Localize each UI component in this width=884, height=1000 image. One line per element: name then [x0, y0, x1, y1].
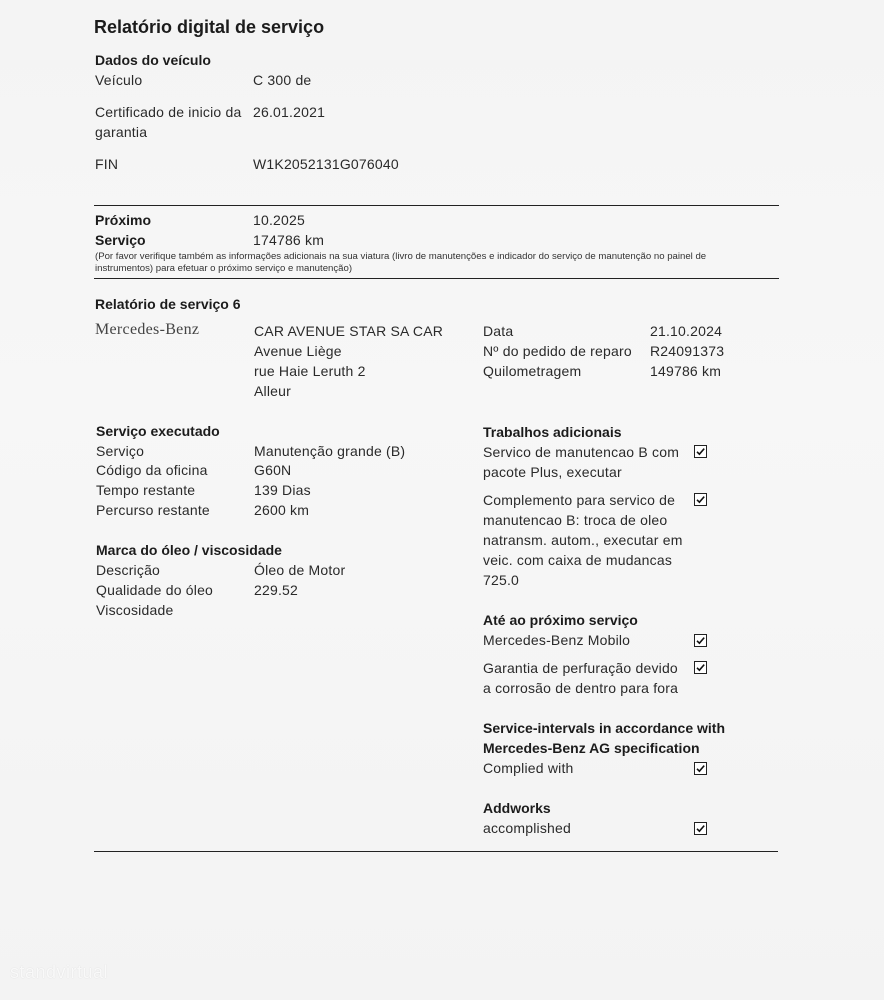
check-icon — [695, 823, 706, 834]
dealer-city: Alleur — [254, 383, 291, 399]
until-next-heading: Até ao próximo serviço — [483, 612, 638, 628]
brand-logo-text: Mercedes-Benz — [95, 321, 200, 338]
repair-order-value: R24091373 — [650, 343, 725, 359]
additional-item2-line1: Complemento para servico de — [483, 492, 676, 508]
workshop-code-value: G60N — [254, 462, 292, 478]
next-label-line2: Serviço — [95, 232, 146, 248]
oil-description-label: Descrição — [96, 562, 161, 578]
workshop-code-label: Código da oficina — [96, 462, 208, 478]
check-icon — [695, 635, 706, 646]
until-next-item2-line1: Garantia de perfuração devido — [483, 660, 678, 676]
oil-heading: Marca do óleo / viscosidade — [96, 542, 282, 558]
vehicle-heading: Dados do veículo — [95, 52, 211, 68]
additional-item1-line1: Servico de manutencao B com — [483, 444, 680, 460]
oil-quality-value: 229.52 — [254, 582, 299, 598]
fin-value: W1K2052131G076040 — [253, 156, 399, 172]
until-next-item2-checkbox — [694, 661, 707, 674]
distance-remaining-value: 2600 km — [254, 502, 310, 518]
addworks-item: accomplished — [483, 820, 571, 836]
additional-item1-line2: pacote Plus, executar — [483, 464, 622, 480]
additional-item2-line4: veic. com caixa de mudancas — [483, 552, 673, 568]
warranty-label-line2: garantia — [95, 124, 148, 140]
next-label-line1: Próximo — [95, 212, 152, 228]
additional-item1-checkbox — [694, 445, 707, 458]
next-date: 10.2025 — [253, 212, 306, 228]
page-title: Relatório digital de serviço — [94, 17, 325, 37]
additional-heading: Trabalhos adicionais — [483, 424, 622, 440]
next-km: 174786 km — [253, 232, 325, 248]
executed-heading: Serviço executado — [96, 423, 220, 439]
dealer-address-2: rue Haie Leruth 2 — [254, 363, 366, 379]
until-next-item1: Mercedes-Benz Mobilo — [483, 632, 631, 648]
divider-bottom — [94, 851, 778, 852]
time-remaining-value: 139 Dias — [254, 482, 311, 498]
service-value: Manutenção grande (B) — [254, 443, 406, 459]
oil-description-value: Óleo de Motor — [254, 562, 346, 578]
vehicle-label: Veículo — [95, 72, 143, 88]
fin-label: FIN — [95, 156, 119, 172]
additional-item2-line5: 725.0 — [483, 572, 520, 588]
intervals-checkbox — [694, 762, 707, 775]
divider-top — [94, 205, 779, 206]
oil-viscosity-label: Viscosidade — [96, 602, 174, 618]
report-date-label: Data — [483, 323, 514, 339]
divider-middle — [94, 278, 779, 279]
additional-item2-checkbox — [694, 493, 707, 506]
check-icon — [695, 446, 706, 457]
until-next-item2-line2: a corrosão de dentro para fora — [483, 680, 679, 696]
oil-quality-label: Qualidade do óleo — [96, 582, 214, 598]
intervals-heading-line1: Service-intervals in accordance with — [483, 720, 725, 736]
additional-item2-line2: manutencao B: troca de oleo — [483, 512, 668, 528]
mileage-label: Quilometragem — [483, 363, 582, 379]
distance-remaining-label: Percurso restante — [96, 502, 210, 518]
check-icon — [695, 494, 706, 505]
dealer-address-1: Avenue Liège — [254, 343, 342, 359]
report-date-value: 21.10.2024 — [650, 323, 723, 339]
next-note-line1: (Por favor verifique também as informações adicionais na sua viatura (livro de manutenções e indicador do serviço de manutenção no painel de — [95, 251, 707, 262]
vehicle-value: C 300 de — [253, 72, 312, 88]
addworks-checkbox — [694, 822, 707, 835]
until-next-item1-checkbox — [694, 634, 707, 647]
warranty-label-line1: Certificado de inicio da — [95, 104, 242, 120]
dealer-name: CAR AVENUE STAR SA CAR — [254, 323, 444, 339]
warranty-value: 26.01.2021 — [253, 104, 326, 120]
check-icon — [695, 662, 706, 673]
next-note-line2: instrumentos) para efetuar o próximo serviço e manutenção) — [95, 263, 353, 274]
service-label: Serviço — [96, 443, 145, 459]
mileage-value: 149786 km — [650, 363, 722, 379]
report-heading: Relatório de serviço 6 — [95, 296, 241, 312]
time-remaining-label: Tempo restante — [96, 482, 196, 498]
repair-order-label: Nº do pedido de reparo — [483, 343, 632, 359]
watermark: standvirtual — [10, 962, 109, 982]
intervals-item: Complied with — [483, 760, 574, 776]
addworks-heading: Addworks — [483, 800, 551, 816]
additional-item2-line3: natransm. autom., executar em — [483, 532, 683, 548]
intervals-heading-line2: Mercedes-Benz AG specification — [483, 740, 700, 756]
check-icon — [695, 763, 706, 774]
